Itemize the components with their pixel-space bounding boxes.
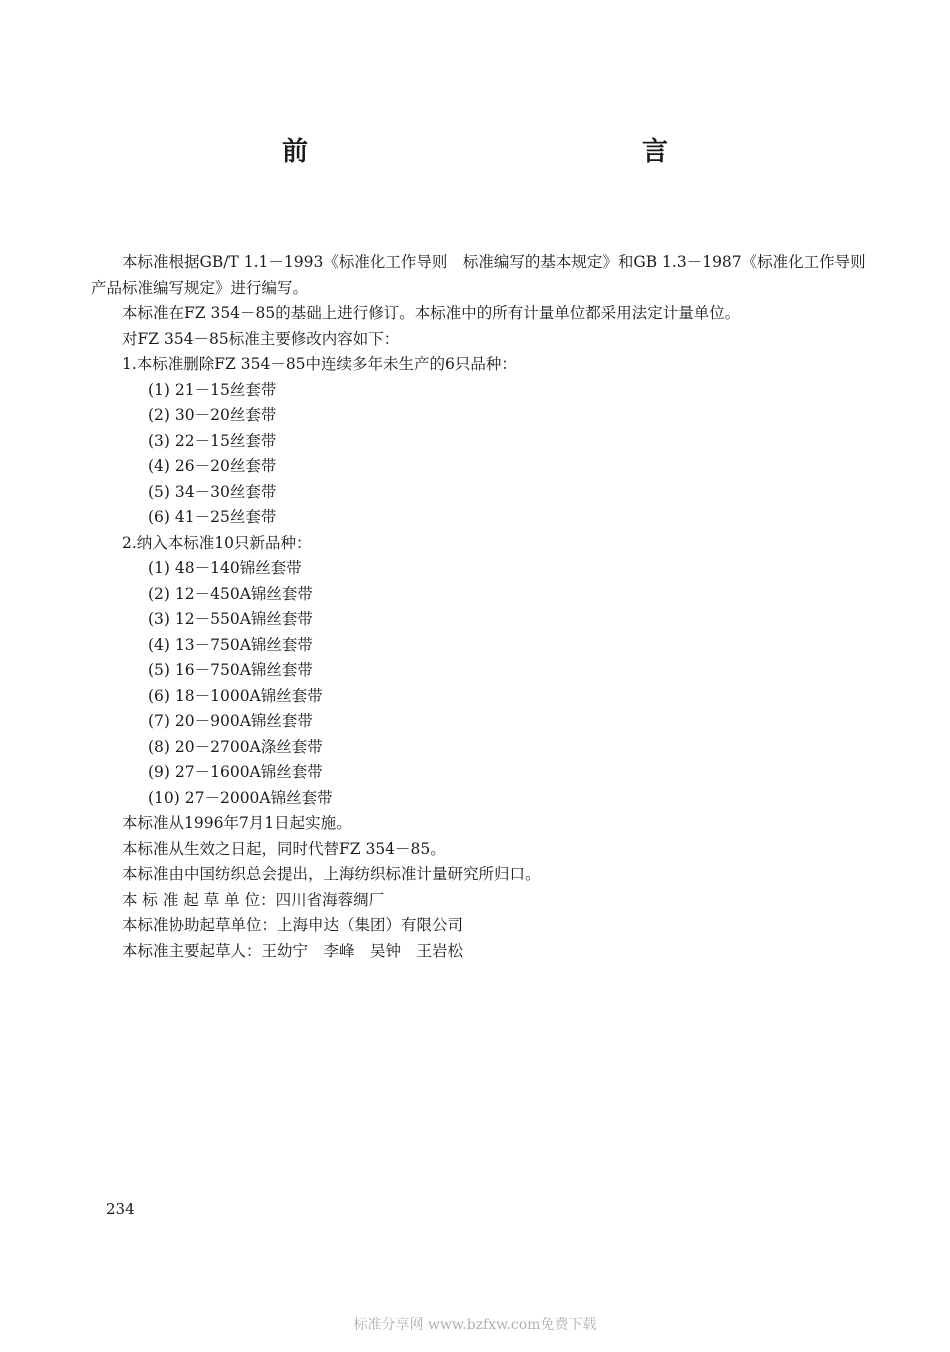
document-body [91, 250, 882, 964]
closing-paragraph: 本标准从1996年7月1日起实施。 [122, 814, 352, 832]
intro-paragraph: 本标准根据GB/T 1.1－1993《标准化工作导则 标准编写的基本规定》和GB 1.3－1987《标准化工作导则 产品标准编写规定》进行编写。 [91, 253, 882, 297]
list-item: (1) 48－140锦丝套带 [148, 559, 302, 577]
list-item: (2) 30－20丝套带 [148, 406, 277, 424]
list-item: (10) 27－2000A锦丝套带 [148, 788, 333, 807]
list-item: (1) 21－15丝套带 [148, 380, 277, 399]
list-item: (4) 26－20丝套带 [148, 457, 277, 475]
list-item: (7) 20－900A锦丝套带 [148, 712, 313, 730]
list-item: (6) 41－25丝套带 [148, 508, 277, 526]
page-title: 前 言 [281, 137, 762, 167]
intro-paragraph: 本标准在FZ 354－85的基础上进行修订。本标准中的所有计量单位都采用法定计量单位。 [122, 304, 741, 322]
list-item: (5) 16－750A锦丝套带 [148, 661, 313, 679]
list-item: (5) 34－30丝套带 [148, 482, 277, 501]
list-item: (8) 20－2700A涤丝套带 [148, 737, 323, 756]
list-item: (9) 27－1600A锦丝套带 [148, 763, 323, 781]
list-item: (4) 13－750A锦丝套带 [148, 635, 313, 654]
closing-paragraph: 本标准从生效之日起，同时代替FZ 354－85。 [122, 839, 446, 858]
list-heading-removed: 1.本标准删除FZ 354－85中连续多年未生产的6只品种： [122, 355, 517, 373]
drafting-unit: 本 标 准 起 草 单 位：四川省海蓉绸厂 [122, 890, 385, 909]
list-item: (2) 12－450A锦丝套带 [148, 584, 313, 603]
list-item: (3) 22－15丝套带 [148, 431, 277, 450]
page-number: 234 [106, 1200, 135, 1218]
list-item: (6) 18－1000A锦丝套带 [148, 686, 323, 705]
list-heading-new: 2.纳入本标准10只新品种： [122, 533, 312, 552]
watermark: 标准分享网 www.bzfxw.com免费下载 [353, 1317, 597, 1333]
intro-paragraph: 对FZ 354－85标准主要修改内容如下： [122, 329, 400, 348]
drafters: 本标准主要起草人：王幼宁 李峰 吴钟 王岩松 [122, 941, 464, 960]
assisting-unit: 本标准协助起草单位：上海申达（集团）有限公司 [122, 916, 464, 934]
closing-paragraph: 本标准由中国纺织总会提出，上海纺织标准计量研究所归口。 [122, 865, 541, 883]
list-item: (3) 12－550A锦丝套带 [148, 610, 313, 628]
